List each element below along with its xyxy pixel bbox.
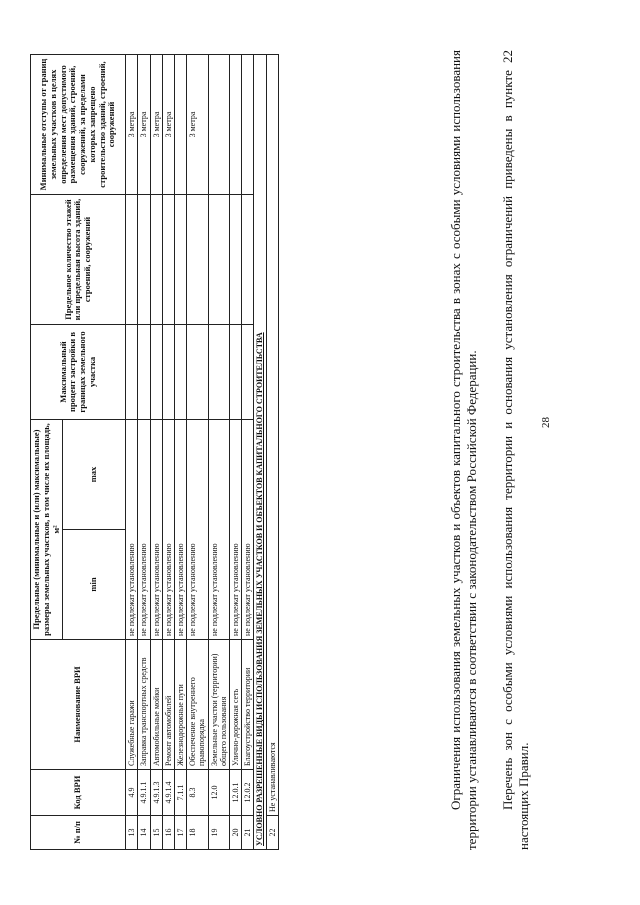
cell-code: 4.9.1.1: [138, 770, 150, 816]
restrictions-paragraph: Ограничения использования земельных участков и объектов капитального строительства в зонах с особыми условиями использования территории устанавливаются в соответствии с законодательством Российской Федерации.: [448, 50, 480, 850]
section-heading: УСЛОВНО РАЗРЕШЕННЫЕ ВИДЫ ИСПОЛЬЗОВАНИЯ ЗЕМЕЛЬНЫХ УЧАСТКОВ И ОБЪЕКТОВ КАПИТАЛЬНОГО СТРОИТЕЛЬСТВА: [254, 55, 266, 850]
cell-size: не подлежат установлению: [162, 420, 174, 640]
cell-setback: 3 метра: [162, 55, 174, 195]
cell-name: Ремонт автомобилей: [162, 640, 174, 770]
header-min: min: [63, 530, 126, 640]
table-row: [175, 55, 187, 850]
table-row: [162, 55, 174, 850]
cell-size: не подлежат установлению: [150, 420, 162, 640]
header-code: Код ВРИ: [31, 770, 126, 816]
cell-code: 12.0.2: [242, 770, 254, 816]
cell-size: не подлежат установлению: [229, 420, 241, 640]
cell-floors: [208, 195, 229, 325]
cell-setback: [208, 55, 229, 195]
cell-floors: [126, 195, 138, 325]
cell-floors: [229, 195, 241, 325]
cell-size: не подлежат установлению: [175, 420, 187, 640]
cell-not-established: Не устанавливаются: [266, 55, 278, 816]
cell-name: Благоустройство территории: [242, 640, 254, 770]
table-row: [150, 55, 162, 850]
cell-percent: [208, 325, 229, 420]
cell-size: не подлежат установлению: [138, 420, 150, 640]
cell-setback: [175, 55, 187, 195]
cell-code: 4.9.1.3: [150, 770, 162, 816]
table-row: [229, 55, 241, 850]
header-num: № п/п: [31, 816, 126, 850]
cell-num: 14: [138, 816, 150, 850]
cell-setback: 3 метра: [126, 55, 138, 195]
cell-setback: 3 метра: [150, 55, 162, 195]
table-row: [138, 55, 150, 850]
table-row: [266, 55, 278, 850]
cell-floors: [150, 195, 162, 325]
cell-percent: [162, 325, 174, 420]
header-floors: Предельное количество этажей или предельная высота зданий, строений, сооружений: [31, 195, 126, 325]
section-heading-row: [254, 55, 266, 850]
cell-percent: [242, 325, 254, 420]
cell-setback: 3 метра: [187, 55, 208, 195]
cell-floors: [138, 195, 150, 325]
cell-floors: [187, 195, 208, 325]
cell-num: 21: [242, 816, 254, 850]
cell-size: не подлежат установлению: [126, 420, 138, 640]
cell-floors: [175, 195, 187, 325]
cell-code: 4.9: [126, 770, 138, 816]
cell-percent: [187, 325, 208, 420]
cell-code: 8.3: [187, 770, 208, 816]
cell-num: 13: [126, 816, 138, 850]
cell-setback: [229, 55, 241, 195]
cell-name: Обеспечение внутреннего правопорядка: [187, 640, 208, 770]
table-header-row: [31, 55, 63, 850]
cell-num: 17: [175, 816, 187, 850]
cell-num: 18: [187, 816, 208, 850]
cell-num: 20: [229, 816, 241, 850]
cell-num: 15: [150, 816, 162, 850]
cell-name: Земельные участки (территории) общего пользования: [208, 640, 229, 770]
page-number: 28: [540, 417, 552, 428]
cell-code: 7.1.1: [175, 770, 187, 816]
cell-floors: [162, 195, 174, 325]
cell-code: 4.9.1.4: [162, 770, 174, 816]
header-max: max: [63, 420, 126, 530]
cell-setback: [242, 55, 254, 195]
cell-code: 12.0: [208, 770, 229, 816]
cell-num: 22: [266, 816, 278, 850]
zones-list-paragraph: Перечень зон с особыми условиями использования территории и основания установления ограничений приведены в пункте 22 настоящих Правил.: [500, 50, 532, 850]
cell-name: Железнодорожные пути: [175, 640, 187, 770]
cell-percent: [150, 325, 162, 420]
cell-name: Заправка транспортных средств: [138, 640, 150, 770]
cell-percent: [175, 325, 187, 420]
cell-percent: [138, 325, 150, 420]
cell-name: Улично-дорожная сеть: [229, 640, 241, 770]
header-size: Предельные (минимальные и (или) максимальные) размеры земельных участков, в том числе их площадь, м²: [31, 420, 63, 640]
regulations-table: [30, 54, 279, 850]
cell-num: 16: [162, 816, 174, 850]
cell-size: не подлежат установлению: [187, 420, 208, 640]
cell-percent: [229, 325, 241, 420]
table-row: [242, 55, 254, 850]
cell-floors: [242, 195, 254, 325]
header-percent: Максимальный процент застройки в границах земельного участка: [31, 325, 126, 420]
table-row: [187, 55, 208, 850]
header-setback: Минимальные отступы от границ земельных участков в целях определения мест допустимого размещения зданий, строений, сооружений, за пределами которых запрещено строительство зданий, строений, сооружений: [31, 55, 126, 195]
table-row: [126, 55, 138, 850]
header-name: Наименование ВРИ: [31, 640, 126, 770]
cell-setback: 3 метра: [138, 55, 150, 195]
cell-name: Служебные гаражи: [126, 640, 138, 770]
cell-code: 12.0.1: [229, 770, 241, 816]
cell-name: Автомобильные мойки: [150, 640, 162, 770]
table-row: [208, 55, 229, 850]
cell-size: не подлежат установлению: [242, 420, 254, 640]
cell-size: не подлежат установлению: [208, 420, 229, 640]
cell-num: 19: [208, 816, 229, 850]
cell-percent: [126, 325, 138, 420]
